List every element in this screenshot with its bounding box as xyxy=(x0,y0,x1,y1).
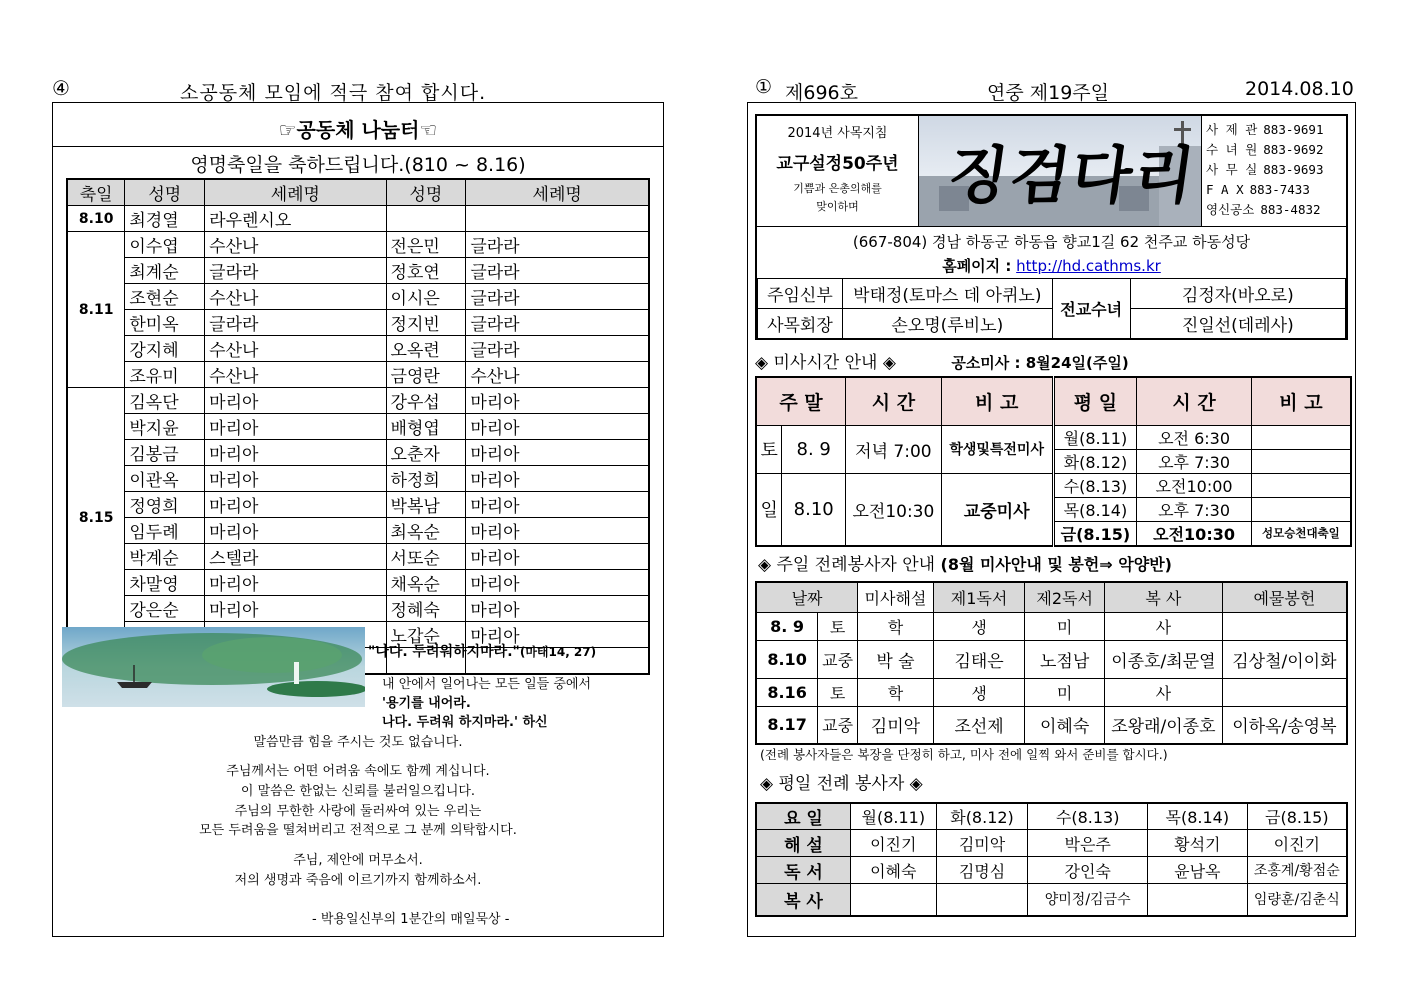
contact-item xyxy=(1206,200,1346,220)
motto-sub: 기쁨과 은총의해를 xyxy=(793,182,882,195)
contact-list xyxy=(1201,116,1346,226)
member-name: 오옥련 xyxy=(386,336,466,362)
member-name: 정혜숙 xyxy=(386,596,466,622)
baptismal-name: 수산나 xyxy=(205,232,386,258)
quote-line xyxy=(368,641,596,661)
baptismal-name: 글라라 xyxy=(466,310,649,336)
weekday-row xyxy=(756,884,1347,916)
mass-header: 주 말 xyxy=(756,377,846,425)
offering xyxy=(1222,678,1347,706)
contact-number: 883-9691 xyxy=(1263,122,1324,137)
weekday-volunteer: 박은주 xyxy=(1028,830,1148,857)
staff-label: 사목회장 xyxy=(758,309,843,339)
weekday-role: 독 서 xyxy=(756,857,850,884)
baptismal-name: 수산나 xyxy=(466,362,649,388)
liturgy-header: 날짜 xyxy=(756,582,858,612)
weekday-role: 복 사 xyxy=(756,884,850,916)
right-page-number: ① xyxy=(755,76,773,98)
member-name: 강우섭 xyxy=(386,388,466,414)
weekday-time: 오전 6:30 xyxy=(1137,425,1251,449)
weekday-volunteer xyxy=(936,884,1028,916)
baptismal-name: 마리아 xyxy=(205,518,386,544)
table-row xyxy=(67,518,649,544)
table-row xyxy=(67,284,649,310)
weekend-time: 저녁 7:00 xyxy=(846,425,942,473)
baptismal-name: 마리아 xyxy=(466,492,649,518)
staff-label: 주임신부 xyxy=(758,279,843,309)
homepage-link[interactable]: http://hd.cathms.kr xyxy=(1016,257,1161,275)
pastor-name: 박태정(토마스 데 아퀴노) xyxy=(842,279,1052,309)
col-header: 성명 xyxy=(386,179,466,206)
contact-number: 883-9692 xyxy=(1263,142,1324,157)
sunday-liturgy-table xyxy=(755,581,1348,745)
table-row xyxy=(67,336,649,362)
offering: 이하옥/송영복 xyxy=(1222,706,1347,744)
weekday-note xyxy=(1251,473,1351,497)
weekend-note: 교중미사 xyxy=(941,473,1053,546)
weekday-time: 오후 7:30 xyxy=(1137,449,1251,473)
bulletin-date: 2014.08.10 xyxy=(1245,78,1354,100)
feast-title: 영명축일을 축하드립니다.(810 ~ 8.16) xyxy=(190,154,526,176)
baptismal-name: 마리아 xyxy=(466,518,649,544)
table-row xyxy=(67,492,649,518)
table-row xyxy=(67,206,649,232)
liturgy-date: 8. 9 xyxy=(756,612,818,640)
liturgy-footnote: (전례 봉사자들은 복장을 단정히 하고, 미사 전에 일찍 와서 준비를 합시다.) xyxy=(760,747,1168,762)
baptismal-name: 마리아 xyxy=(205,388,386,414)
member-name: 정영희 xyxy=(125,492,205,518)
issue-number: 제696호 xyxy=(785,82,858,104)
student-mass-char: 학 xyxy=(858,612,934,640)
col-header: 세례명 xyxy=(466,179,649,206)
liturgy-date: 8.17 xyxy=(756,706,818,744)
mass-section-heading xyxy=(755,348,1129,373)
quote-title: "나다. 두려워하지마라." xyxy=(368,644,520,660)
table-row xyxy=(67,414,649,440)
contact-item xyxy=(1206,160,1346,180)
feast-date: 8.15 xyxy=(67,388,125,648)
weekday-volunteer: 임량훈/김춘식 xyxy=(1247,884,1347,916)
altar-server: 조왕래/이종호 xyxy=(1104,706,1222,744)
liturgy-date: 8.16 xyxy=(756,678,818,706)
weekday-volunteer: 윤남옥 xyxy=(1148,857,1248,884)
member-name: 조유미 xyxy=(125,362,205,388)
left-page-number: ④ xyxy=(52,76,70,100)
baptismal-name xyxy=(466,206,649,232)
homepage-label: 홈페이지 : xyxy=(942,257,1012,275)
reader-1: 김태은 xyxy=(933,640,1024,678)
student-mass-char: 사 xyxy=(1104,678,1222,706)
weekday-volunteer: 조홍계/황점순 xyxy=(1247,857,1347,884)
meditation-line: 저의 생명과 죽음에 이르기까지 함께하소서. xyxy=(234,873,482,888)
member-name: 차말영 xyxy=(125,570,205,596)
weekday-volunteer: 양미정/김금수 xyxy=(1028,884,1148,916)
baptismal-name: 마리아 xyxy=(205,596,386,622)
council-name: 손오명(루비노) xyxy=(842,309,1052,339)
logo-title: 징검다리 xyxy=(943,139,1201,212)
table-row xyxy=(67,466,649,492)
student-mass-char: 미 xyxy=(1025,612,1105,640)
meditation-line: 이 말씀은 한없는 신뢰를 불러일으킵니다. xyxy=(240,784,476,799)
member-name: 최옥순 xyxy=(386,518,466,544)
contact-label: 사 무 실 xyxy=(1206,162,1258,177)
logo-image xyxy=(919,116,1201,226)
member-name xyxy=(386,206,466,232)
staff-label: 전교수녀 xyxy=(1052,279,1130,339)
meditation-line: 주님께서는 어떤 어려움 속에도 함께 계십니다. xyxy=(226,764,490,779)
feast-table-header xyxy=(67,179,649,206)
boat-lighthouse-painting xyxy=(62,627,365,707)
table-row xyxy=(67,570,649,596)
weekend-note: 학생및특전미사 xyxy=(941,425,1053,473)
weekday-volunteer: 김명심 xyxy=(936,857,1028,884)
contact-number: 883-4832 xyxy=(1260,202,1321,217)
member-name: 오춘자 xyxy=(386,440,466,466)
reader-2: 노점남 xyxy=(1025,640,1105,678)
left-header-text: 소공동체 모임에 적극 참여 합시다. xyxy=(180,82,487,104)
liturgy-section-heading xyxy=(758,550,1172,575)
student-mass-char: 학 xyxy=(858,678,934,706)
member-name: 최계순 xyxy=(125,258,205,284)
contact-item xyxy=(1206,120,1346,140)
weekday-header: 요 일 xyxy=(756,803,850,830)
contact-label: 영신공소 xyxy=(1206,202,1255,217)
baptismal-name: 글라라 xyxy=(205,310,386,336)
liturgy-day: 토 xyxy=(818,612,858,640)
commentator: 박 술 xyxy=(858,640,934,678)
member-name: 박복남 xyxy=(386,492,466,518)
meditation-line: 모든 두려움을 떨쳐버리고 전적으로 그 분께 의탁합시다. xyxy=(199,823,517,838)
member-name: 김옥단 xyxy=(125,388,205,414)
meditation-line: 나다. 두려워 하지마라.' 하신 xyxy=(382,715,548,730)
weekday-volunteer: 강인숙 xyxy=(1028,857,1148,884)
weekend-day: 토 xyxy=(756,425,782,473)
contact-item xyxy=(1206,180,1346,200)
col-header: 성명 xyxy=(125,179,205,206)
liturgy-header: 미사해설 xyxy=(858,582,934,612)
member-name: 노갑순 xyxy=(386,622,466,648)
table-row xyxy=(67,440,649,466)
table-row xyxy=(67,232,649,258)
meditation-line: 말씀만큼 힘을 주시는 것도 없습니다. xyxy=(253,735,463,750)
baptismal-name: 마리아 xyxy=(205,440,386,466)
quote-ref: (마태14, 27) xyxy=(519,645,597,659)
mass-header: 평 일 xyxy=(1053,377,1137,425)
table-row xyxy=(67,596,649,622)
col-header: 축일 xyxy=(67,179,125,206)
meditation-line: '용기를 내어라. xyxy=(382,696,471,711)
baptismal-name: 마리아 xyxy=(466,622,649,648)
feast-table xyxy=(66,178,650,675)
member-name: 이시은 xyxy=(386,284,466,310)
baptismal-name: 글라라 xyxy=(466,258,649,284)
weekend-day: 일 xyxy=(756,473,782,546)
weekday-row xyxy=(756,830,1347,857)
weekday-header: 금(8.15) xyxy=(1247,803,1347,830)
weekday-header: 목(8.14) xyxy=(1148,803,1248,830)
liturgy-header: 예물봉헌 xyxy=(1222,582,1347,612)
baptismal-name: 마리아 xyxy=(466,544,649,570)
baptismal-name: 마리아 xyxy=(205,414,386,440)
liturgy-note: (8월 미사안내 및 봉헌⇒ 악양반) xyxy=(940,555,1172,574)
weekday-time: 오후 7:30 xyxy=(1137,497,1251,521)
reader-1: 조선제 xyxy=(933,706,1024,744)
member-name: 박지윤 xyxy=(125,414,205,440)
member-name: 서또순 xyxy=(386,544,466,570)
table-row xyxy=(67,362,649,388)
member-name: 임두례 xyxy=(125,518,205,544)
diocese-motto: 교구설정50주년 xyxy=(776,154,899,174)
liturgy-header: 복 사 xyxy=(1104,582,1222,612)
weekday-day: 수(8.13) xyxy=(1053,473,1137,497)
baptismal-name: 마리아 xyxy=(466,466,649,492)
baptismal-name: 마리아 xyxy=(466,570,649,596)
nun-name: 김정자(바오로) xyxy=(1130,279,1345,309)
weekday-time: 오전10:30 xyxy=(1137,521,1251,546)
weekday-role: 해 설 xyxy=(756,830,850,857)
baptismal-name: 스텔라 xyxy=(205,544,386,570)
weekend-date: 8.10 xyxy=(782,473,846,546)
weekday-day: 목(8.14) xyxy=(1053,497,1137,521)
weekday-day: 월(8.11) xyxy=(1053,425,1137,449)
weekday-volunteer xyxy=(850,884,936,916)
mass-time-table xyxy=(755,376,1352,547)
weekday-volunteer: 이혜숙 xyxy=(850,857,936,884)
motto-sub: 맞이하며 xyxy=(816,200,859,213)
weekday-row xyxy=(756,857,1347,884)
contact-number: 883-9693 xyxy=(1263,162,1324,177)
member-name: 채옥순 xyxy=(386,570,466,596)
weekday-volunteer: 김미악 xyxy=(936,830,1028,857)
weekday-header-row xyxy=(756,803,1347,830)
church-address: (667-804) 경남 하동군 하동읍 향교1길 62 천주교 하동성당 xyxy=(852,233,1251,251)
baptismal-name: 수산나 xyxy=(205,362,386,388)
meditation-line: 내 안에서 일어나는 모든 일들 중에서 xyxy=(382,677,592,692)
mass-header: 비 고 xyxy=(941,377,1053,425)
member-name: 하정희 xyxy=(386,466,466,492)
baptismal-name: 마리아 xyxy=(466,388,649,414)
weekend-time: 오전10:30 xyxy=(846,473,942,546)
mass-header: 시 간 xyxy=(846,377,942,425)
feast-date: 8.11 xyxy=(67,232,125,388)
commentator: 김미악 xyxy=(858,706,934,744)
liturgy-day: 교중 xyxy=(818,706,858,744)
weekday-volunteer: 이진기 xyxy=(1247,830,1347,857)
motto-box xyxy=(757,116,919,226)
member-name: 전은민 xyxy=(386,232,466,258)
meditation-source: - 박용일신부의 1분간의 매일묵상 - xyxy=(312,912,510,927)
mass-header: 비 고 xyxy=(1251,377,1351,425)
liturgy-header: 제1독서 xyxy=(933,582,1024,612)
weekday-note: 성모승천대축일 xyxy=(1251,521,1351,546)
liturgy-date: 8.10 xyxy=(756,640,818,678)
baptismal-name: 마리아 xyxy=(466,440,649,466)
community-section-title: ☞공동체 나눔터☜ xyxy=(278,118,438,142)
liturgy-title: ◈ 주일 전례봉사자 안내 xyxy=(758,555,936,575)
weekday-volunteer xyxy=(1148,884,1248,916)
baptismal-name: 라우렌시오 xyxy=(205,206,386,232)
baptismal-name: 마리아 xyxy=(466,596,649,622)
weekday-header: 월(8.11) xyxy=(850,803,936,830)
member-name: 배형엽 xyxy=(386,414,466,440)
weekday-note xyxy=(1251,425,1351,449)
weekday-header: 화(8.12) xyxy=(936,803,1028,830)
member-name: 한미옥 xyxy=(125,310,205,336)
nun-name: 진일선(데레사) xyxy=(1130,309,1345,339)
table-row xyxy=(67,388,649,414)
member-name: 강지혜 xyxy=(125,336,205,362)
liturgy-day: 토 xyxy=(818,678,858,706)
liturgy-day: 교중 xyxy=(818,640,858,678)
member-name: 최경열 xyxy=(125,206,205,232)
meditation-line: 주님의 무한한 사랑에 둘러싸여 있는 우리는 xyxy=(234,804,482,819)
weekday-volunteer: 황석기 xyxy=(1148,830,1248,857)
baptismal-name: 글라라 xyxy=(205,258,386,284)
mass-header: 시 간 xyxy=(1137,377,1251,425)
weekday-day: 금(8.15) xyxy=(1053,521,1137,546)
member-name: 정호연 xyxy=(386,258,466,284)
baptismal-name: 수산나 xyxy=(205,336,386,362)
baptismal-name: 수산나 xyxy=(205,284,386,310)
mission-mass-note: 공소미사 : 8월24일(주일) xyxy=(951,354,1129,372)
offering xyxy=(1222,612,1347,640)
student-mass-char: 사 xyxy=(1104,612,1222,640)
homepage-row xyxy=(757,255,1346,276)
member-name: 이수엽 xyxy=(125,232,205,258)
table-row xyxy=(67,310,649,336)
table-row xyxy=(67,258,649,284)
contact-label: 수 녀 원 xyxy=(1206,142,1258,157)
weekday-note xyxy=(1251,449,1351,473)
baptismal-name: 글라라 xyxy=(466,336,649,362)
baptismal-name: 글라라 xyxy=(466,232,649,258)
weekday-liturgy-title: ◈ 평일 전례 봉사자 ◈ xyxy=(760,774,923,794)
staff-table xyxy=(757,278,1346,339)
weekday-header: 수(8.13) xyxy=(1028,803,1148,830)
right-page-header xyxy=(755,76,1355,102)
baptismal-name: 마리아 xyxy=(466,414,649,440)
table-row xyxy=(67,544,649,570)
member-name: 조현순 xyxy=(125,284,205,310)
baptismal-name: 마리아 xyxy=(205,570,386,596)
member-name: 정지빈 xyxy=(386,310,466,336)
meditation-line: 주님, 제안에 머무소서. xyxy=(293,853,423,868)
student-mass-char: 생 xyxy=(933,678,1024,706)
weekday-note xyxy=(1251,497,1351,521)
member-name: 이관옥 xyxy=(125,466,205,492)
feast-date: 8.10 xyxy=(67,206,125,232)
contact-item xyxy=(1206,140,1346,160)
col-header: 세례명 xyxy=(205,179,386,206)
reader-2: 이혜숙 xyxy=(1025,706,1105,744)
weekday-day: 화(8.12) xyxy=(1053,449,1137,473)
offering: 김상철/이이화 xyxy=(1222,640,1347,678)
masthead-divider xyxy=(757,226,1346,227)
weekday-time: 오전10:00 xyxy=(1137,473,1251,497)
title-divider xyxy=(52,146,664,147)
weekday-liturgy-table xyxy=(755,802,1348,917)
member-name: 박계순 xyxy=(125,544,205,570)
liturgical-week: 연중 제19주일 xyxy=(987,82,1109,104)
contact-label: F A X xyxy=(1206,182,1244,197)
member-name: 강은순 xyxy=(125,596,205,622)
liturgy-header: 제2독서 xyxy=(1025,582,1105,612)
weekend-date: 8. 9 xyxy=(782,425,846,473)
baptismal-name: 마리아 xyxy=(205,466,386,492)
mass-title: ◈ 미사시간 안내 ◈ xyxy=(755,353,896,373)
weekday-volunteer: 이진기 xyxy=(850,830,936,857)
member-name: 금영란 xyxy=(386,362,466,388)
student-mass-char: 미 xyxy=(1025,678,1105,706)
contact-label: 사 제 관 xyxy=(1206,122,1258,137)
member-name: 김봉금 xyxy=(125,440,205,466)
student-mass-char: 생 xyxy=(933,612,1024,640)
altar-server: 이종호/최문열 xyxy=(1104,640,1222,678)
baptismal-name: 마리아 xyxy=(205,492,386,518)
pastoral-year: 2014년 사목지침 xyxy=(787,126,888,141)
contact-number: 883-7433 xyxy=(1249,182,1310,197)
left-page-header xyxy=(52,76,664,102)
baptismal-name: 글라라 xyxy=(466,284,649,310)
